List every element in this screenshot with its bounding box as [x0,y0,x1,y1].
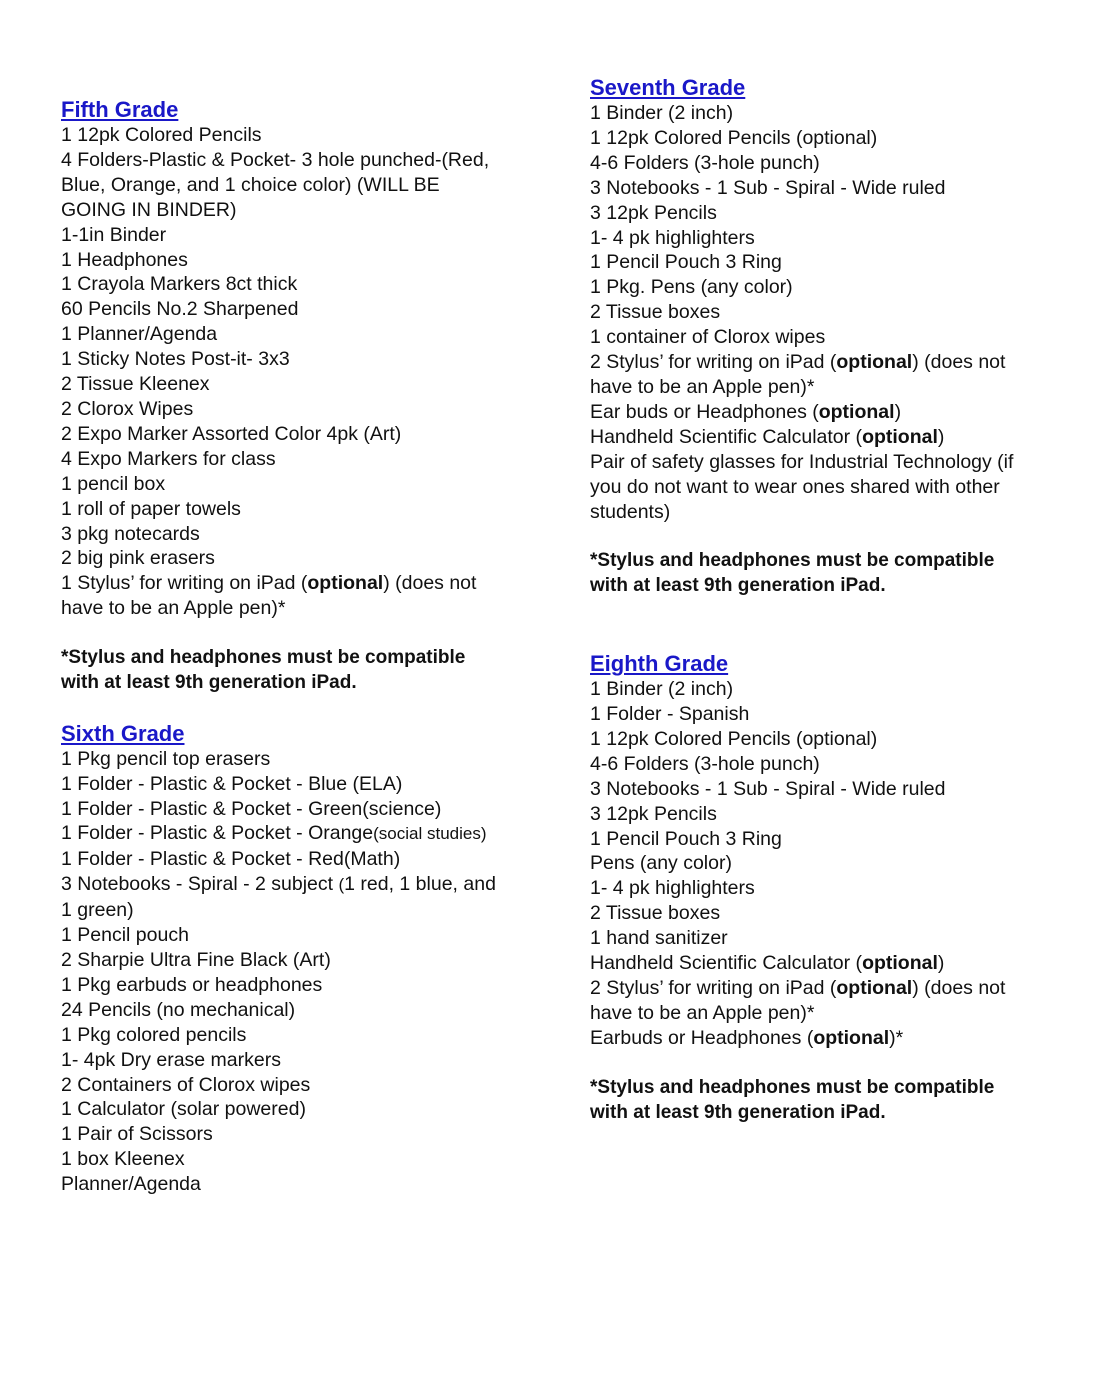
list-item: 2 Sharpie Ultra Fine Black (Art) [61,948,331,971]
list-item: 24 Pencils (no mechanical) [61,998,296,1021]
list-item: 3 Notebooks - 1 Sub - Spiral - Wide ruled [590,777,946,800]
stylus-text-end: ) (does not [912,351,1006,374]
compatibility-note: *Stylus and headphones must be compatible [590,1076,995,1098]
stylus-text: 2 Stylus’ for writing on iPad ( [590,351,837,374]
list-item: 1 box Kleenex [61,1148,185,1171]
stylus-item [61,571,541,596]
list-item: 1 12pk Colored Pencils (optional) [590,126,878,149]
list-item: 1 roll of paper towels [61,497,241,520]
list-item: 4 Expo Markers for class [61,447,276,470]
calculator-text-end: ) [937,952,945,975]
left-column [61,97,541,1197]
list-item: 1 Pencil pouch [61,924,189,947]
list-item: 2 Clorox Wipes [61,397,194,420]
list-item: 4-6 Folders (3-hole punch) [590,151,820,174]
optional-label: optional [862,425,938,448]
notebooks-text-end: 1 red, 1 blue, and [344,873,496,896]
notebooks-text: 3 Notebooks - Spiral - 2 subject [61,873,339,896]
list-item: 2 Expo Marker Assorted Color 4pk (Art) [61,422,402,445]
list-item: 1 Sticky Notes Post-it- 3x3 [61,348,290,371]
compatibility-note: *Stylus and headphones must be compatible [61,647,466,669]
list-item: 1 Folder - Spanish [590,703,750,726]
list-item: 1 container of Clorox wipes [590,326,826,349]
optional-label: optional [836,976,913,999]
list-item: 1 hand sanitizer [590,927,728,950]
eighth-grade-heading[interactable]: Eighth Grade [590,651,729,677]
calculator-item [590,951,1060,976]
optional-label: optional [818,400,895,423]
list-item: 1 Pkg pencil top erasers [61,747,271,770]
list-item: 1- 4 pk highlighters [590,877,755,900]
optional-label: optional [813,1026,890,1049]
stylus-item [590,350,1060,375]
earbuds-item [590,1026,1060,1051]
paren-small: ( [338,875,345,895]
list-item: 2 big pink erasers [61,547,215,570]
calculator-text: Handheld Scientific Calculator ( [590,425,863,448]
list-item: 1 Binder (2 inch) [590,678,734,701]
eighth-grade-list [590,677,1060,1051]
stylus-item-cont: have to be an Apple pen)* [590,1001,815,1024]
fifth-grade-heading[interactable]: Fifth Grade [61,97,179,122]
folder-orange-text: 1 Folder - Plastic & Pocket - Orange [61,822,374,845]
earbuds-text: Earbuds or Headphones ( [590,1026,814,1049]
calculator-text-end: ) [937,425,945,448]
list-item [61,821,541,847]
list-item: 1 Pkg earbuds or headphones [61,973,323,996]
list-item: GOING IN BINDER) [61,198,237,221]
seventh-grade-section [590,75,1060,599]
list-item: Blue, Orange, and 1 choice color) (WILL BE [61,173,440,196]
optional-label: optional [862,952,938,975]
fifth-grade-list [61,123,541,621]
fifth-grade-section [61,97,541,696]
list-item: 1 Planner/Agenda [61,323,218,346]
compatibility-note: *Stylus and headphones must be compatible [590,550,995,572]
list-item: 1- 4 pk highlighters [590,226,755,249]
optional-label: optional [307,572,384,595]
earbuds-text-end: ) [894,400,902,423]
list-item: 2 Tissue boxes [590,301,721,324]
list-item: 1 Binder (2 inch) [590,102,734,124]
list-item: 4-6 Folders (3-hole punch) [590,752,820,775]
stylus-item-cont: have to be an Apple pen)* [61,597,286,620]
list-item: 1 Folder - Plastic & Pocket - Green(science) [61,797,442,820]
list-item: 3 12pk Pencils [590,802,717,825]
safety-glasses-item-cont: you do not want to wear ones shared with other [590,475,1000,498]
calculator-item [590,425,1060,450]
compatibility-note-cont: with at least 9th generation iPad. [590,575,886,597]
list-item: Pens (any color) [590,852,732,875]
list-item: 1 Pencil Pouch 3 Ring [590,251,782,274]
social-studies-label: (social studies) [373,824,487,844]
sixth-grade-section [61,721,541,1197]
stylus-text: 1 Stylus’ for writing on iPad ( [61,572,308,595]
stylus-item-cont: have to be an Apple pen)* [590,375,815,398]
list-item: 3 pkg notecards [61,522,200,545]
list-item: 1 Folder - Plastic & Pocket - Blue (ELA) [61,772,403,795]
stylus-text-end: ) (does not [383,572,477,595]
stylus-text-end: ) (does not [912,976,1006,999]
list-item: 1 Pencil Pouch 3 Ring [590,827,782,850]
earbuds-text: Ear buds or Headphones ( [590,400,819,423]
list-item: Planner/Agenda [61,1173,201,1196]
sixth-grade-list [61,747,541,1197]
list-item: 1 pencil box [61,472,166,495]
list-item: 2 Tissue Kleenex [61,373,210,396]
list-item: 1 Pkg colored pencils [61,1023,247,1046]
safety-glasses-item: Pair of safety glasses for Industrial Technology (if [590,450,1014,473]
list-item: 1 12pk Colored Pencils (optional) [590,727,878,750]
list-item: 3 Notebooks - 1 Sub - Spiral - Wide ruled [590,176,946,199]
list-item: 1-1in Binder [61,223,167,246]
compatibility-note-cont: with at least 9th generation iPad. [61,671,357,693]
earbuds-item [590,400,1060,425]
earbuds-text-end: )* [889,1026,904,1049]
safety-glasses-item-cont: students) [590,500,671,523]
right-column [590,75,1060,1125]
calculator-text: Handheld Scientific Calculator ( [590,952,863,975]
compatibility-note-cont: with at least 9th generation iPad. [590,1101,886,1123]
list-item: 1 Pkg. Pens (any color) [590,276,793,299]
stylus-text: 2 Stylus’ for writing on iPad ( [590,976,837,999]
eighth-grade-section [590,651,1060,1125]
optional-label: optional [836,351,913,374]
seventh-grade-list [590,101,1060,524]
list-item: 1 Crayola Markers 8ct thick [61,273,298,296]
list-item: 1 Headphones [61,248,188,271]
seventh-grade-heading[interactable]: Seventh Grade [590,75,746,100]
list-item: 1- 4pk Dry erase markers [61,1048,281,1071]
list-item: 2 Tissue boxes [590,902,721,925]
list-item: 1 Calculator (solar powered) [61,1098,306,1121]
sixth-grade-heading[interactable]: Sixth Grade [61,720,185,746]
list-item: 1 Pair of Scissors [61,1123,213,1146]
list-item [61,872,541,898]
list-item: 4 Folders-Plastic & Pocket- 3 hole punched-(Red, [61,148,490,171]
list-item: 3 12pk Pencils [590,201,717,224]
list-item: 60 Pencils No.2 Sharpened [61,298,299,321]
list-item: 1 green) [61,899,134,922]
list-item: 1 12pk Colored Pencils [61,124,262,146]
stylus-item [590,976,1060,1001]
list-item: 1 Folder - Plastic & Pocket - Red(Math) [61,848,401,871]
list-item: 2 Containers of Clorox wipes [61,1073,311,1096]
